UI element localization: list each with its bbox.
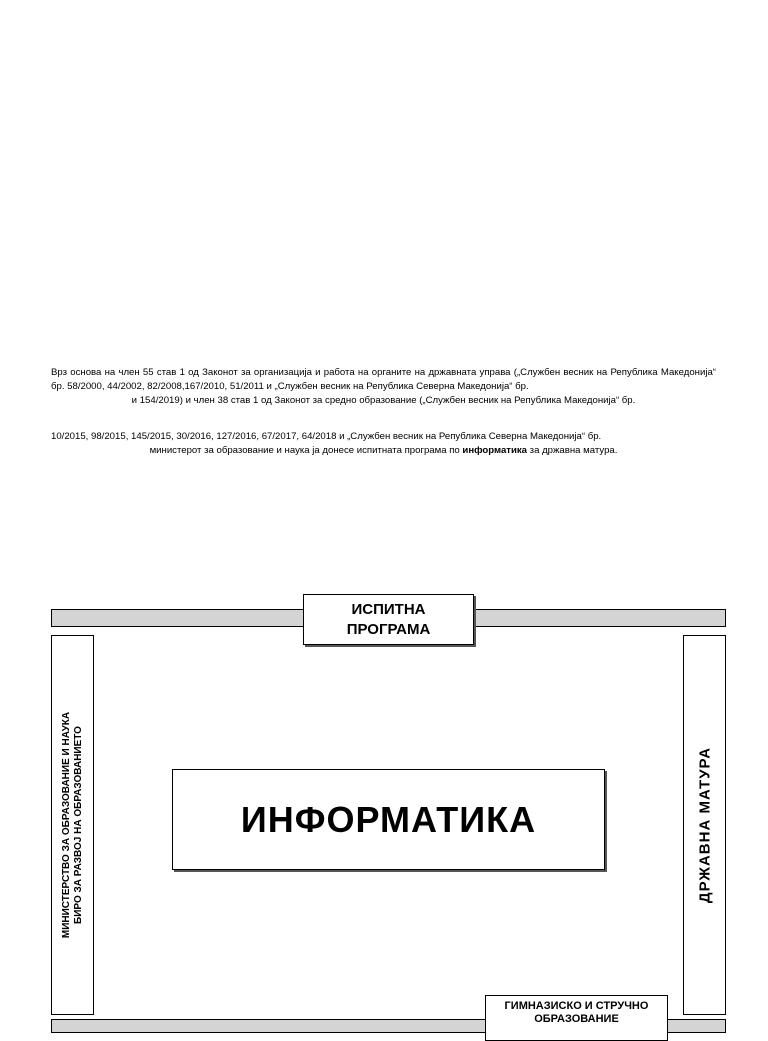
ministry-side-panel [51, 635, 94, 1015]
preamble-text: за државна матура. [527, 445, 618, 456]
education-type-line: ОБРАЗОВАНИЕ [534, 1013, 619, 1025]
preamble-line-enactment [51, 444, 716, 458]
education-type-line: ГИМНАЗИСКО И СТРУЧНО [504, 1000, 649, 1012]
preamble-line: Република Македонија“ бр. 58/2000, 44/2002, 82/2008,167/2010, 51/2011 и „Службен весник на Република Северна Македонија“ бр. [51, 367, 716, 392]
exam-program-box [303, 594, 474, 645]
exam-program-label [347, 600, 431, 640]
education-type-box [485, 995, 668, 1041]
subject-emphasis: информатика [462, 445, 528, 456]
preamble-paragraph-1 [51, 366, 716, 408]
matura-side-panel [683, 635, 726, 1015]
education-type-label [505, 1000, 649, 1026]
state-matura-label: ДРЖАВНА МАТУРА [696, 746, 713, 904]
subject-title-box [172, 769, 605, 870]
preamble-paragraph-2 [51, 430, 716, 458]
exam-label-line: ПРОГРАМА [346, 620, 431, 638]
ministry-name: МИНИСТЕРСТВО ЗА ОБРАЗОВАНИЕ И НАУКА [60, 711, 72, 939]
preamble-line: Врз основа на член 55 став 1 од Законот за организација и работа на органите на државната управа („Службен весник на [51, 367, 608, 378]
exam-label-line: ИСПИТНА [351, 600, 426, 618]
preamble-text: министерот за образование и наука ја донесе испитната програма по [149, 445, 463, 456]
preamble-line: 10/2015, 98/2015, 145/2015, 30/2016, 127/2016, 67/2017, 64/2018 и „Службен весник на Република Северна Македонија“ бр. [51, 431, 602, 442]
ministry-label [61, 712, 85, 938]
bureau-name: БИРО ЗА РАЗВОЈ НА ОБРАЗОВАНИЕТО [72, 726, 84, 924]
subject-title: ИНФОРМАТИКА [240, 798, 537, 840]
preamble-line: и 154/2019) и член 38 став 1 од Законот за средно образование („Службен весник на Република Македонија“ бр. [131, 395, 636, 406]
